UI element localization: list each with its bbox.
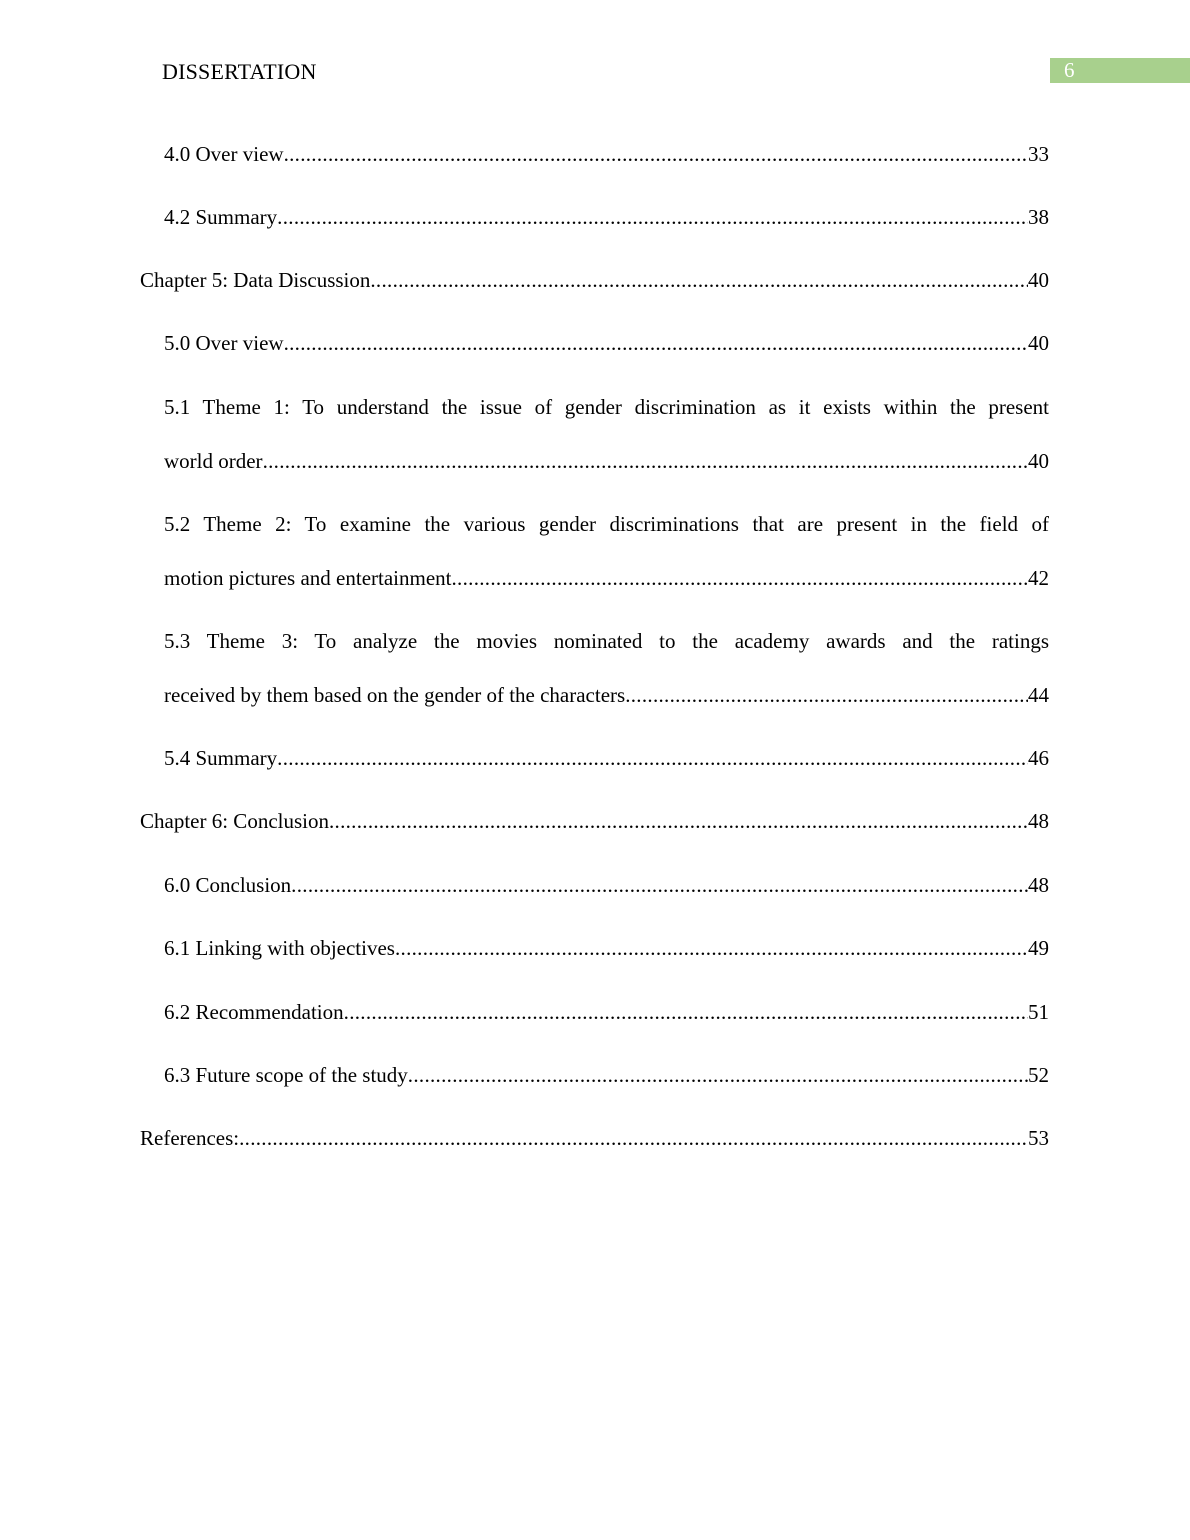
- toc-entry-references[interactable]: [140, 1124, 1049, 1152]
- toc-entry-4-2[interactable]: [164, 203, 1049, 231]
- toc-entry-page: 33: [1028, 142, 1049, 166]
- toc-entry-label-line-1: 5.1 Theme 1: To understand the issue of gender discrimination as it exists within the present: [164, 395, 1049, 419]
- toc-entry-6-2[interactable]: [164, 998, 1049, 1026]
- toc-entry-label: Chapter 6: Conclusion: [140, 809, 329, 833]
- dot-leader: [291, 871, 1028, 899]
- toc-entry-5-0[interactable]: [164, 329, 1049, 357]
- dot-leader: [277, 203, 1028, 231]
- toc-entry-page: 44: [1028, 683, 1049, 707]
- dot-leader: [395, 934, 1028, 962]
- toc-entry-chapter-5[interactable]: [140, 266, 1049, 294]
- toc-entry-label: References:: [140, 1126, 240, 1150]
- toc-entry-page: 40: [1028, 268, 1049, 292]
- toc-entry-6-1[interactable]: [164, 934, 1049, 962]
- toc-entry-page: 46: [1028, 746, 1049, 770]
- dot-leader: [284, 140, 1028, 168]
- toc-entry-page: 48: [1028, 809, 1049, 833]
- toc-entry-label: 4.2 Summary: [164, 205, 278, 229]
- page-number: 6: [1064, 58, 1075, 82]
- toc-entry-label: motion pictures and entertainment: [164, 566, 452, 590]
- toc-entry-page: 40: [1028, 449, 1049, 473]
- toc-entry-label: 6.0 Conclusion: [164, 873, 292, 897]
- dot-leader: [239, 1124, 1028, 1152]
- toc-entry-label: 6.3 Future scope of the study: [164, 1063, 408, 1087]
- toc-entry-page: 48: [1028, 873, 1049, 897]
- toc-entry-page: 40: [1028, 331, 1049, 355]
- dot-leader: [625, 681, 1028, 709]
- dot-leader: [452, 564, 1029, 592]
- toc-entry-page: 53: [1028, 1126, 1049, 1150]
- dot-leader: [284, 329, 1028, 357]
- toc-entry-5-2[interactable]: [164, 510, 1049, 592]
- toc-entry-label: Chapter 5: Data Discussion: [140, 268, 371, 292]
- toc-entry-label: 5.0 Over view: [164, 331, 284, 355]
- toc-entry-4-0[interactable]: [164, 140, 1049, 168]
- toc-entry-5-3[interactable]: [164, 627, 1049, 709]
- toc-entry-page: 42: [1028, 566, 1049, 590]
- toc-entry-6-3[interactable]: [164, 1061, 1049, 1089]
- toc-entry-chapter-6[interactable]: [140, 807, 1049, 835]
- page-number-badge: [1050, 58, 1190, 83]
- toc-entry-page: 49: [1028, 936, 1049, 960]
- toc-entry-page: 38: [1028, 205, 1049, 229]
- dot-leader: [344, 998, 1028, 1026]
- dot-leader: [329, 807, 1028, 835]
- toc-entry-page: 51: [1028, 1000, 1049, 1024]
- toc-entry-label: received by them based on the gender of the characters: [164, 683, 626, 707]
- running-header-title: DISSERTATION: [162, 59, 317, 84]
- toc-entry-6-0[interactable]: [164, 871, 1049, 899]
- toc-entry-label: 5.4 Summary: [164, 746, 278, 770]
- toc-entry-5-4[interactable]: [164, 744, 1049, 772]
- toc-entry-5-1[interactable]: [164, 393, 1049, 475]
- toc-entry-label: world order: [164, 449, 263, 473]
- dot-leader: [370, 266, 1028, 294]
- dot-leader: [263, 447, 1028, 475]
- dot-leader: [408, 1061, 1028, 1089]
- toc-entry-label-line-1: 5.2 Theme 2: To examine the various gender discriminations that are present in the field of: [164, 512, 1049, 536]
- toc-entry-label: 6.1 Linking with objectives: [164, 936, 395, 960]
- toc-entry-page: 52: [1028, 1063, 1049, 1087]
- toc-entry-label-line-1: 5.3 Theme 3: To analyze the movies nominated to the academy awards and the ratings: [164, 629, 1049, 653]
- toc-entry-label: 4.0 Over view: [164, 142, 284, 166]
- toc-entry-label: 6.2 Recommendation: [164, 1000, 344, 1024]
- dot-leader: [277, 744, 1028, 772]
